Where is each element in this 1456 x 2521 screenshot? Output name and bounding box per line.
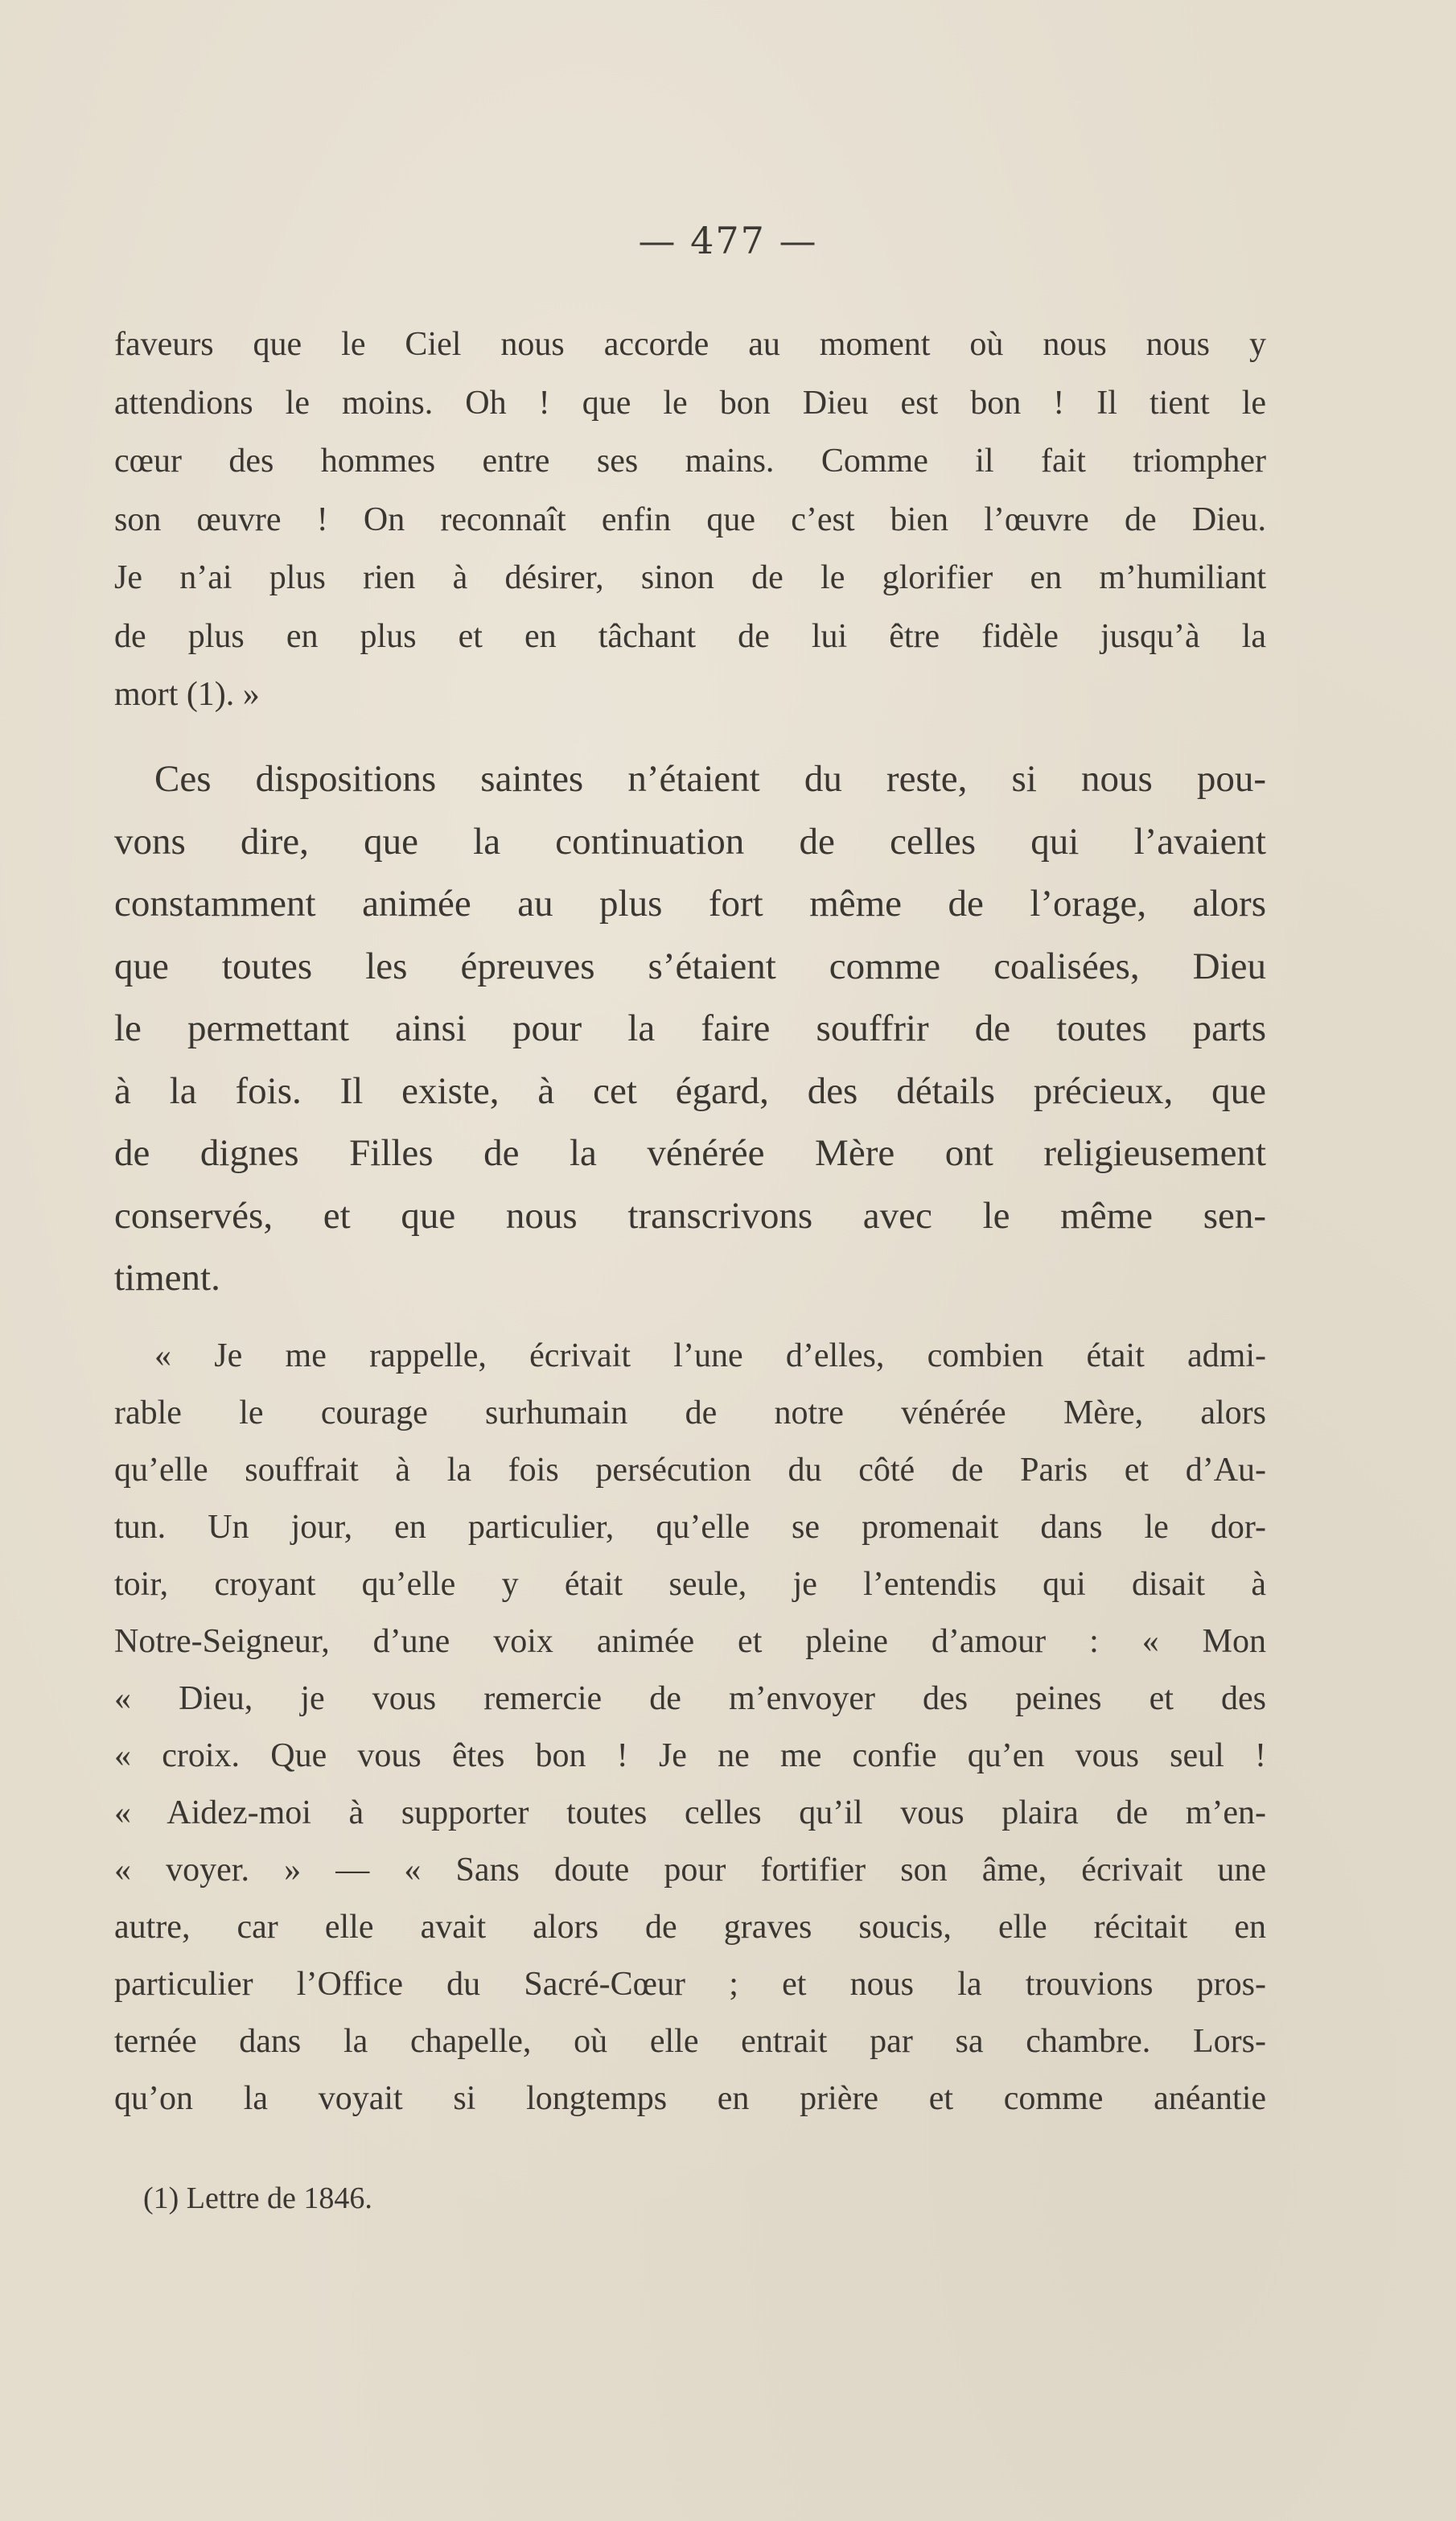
text-line: ternée dans la chapelle, où elle entrait par sa chambre. Lors- <box>114 2023 1266 2060</box>
text-line: « Dieu, je vous remercie de m’envoyer des peines et des <box>114 1680 1266 1717</box>
page-number-header: — 477 — <box>638 219 818 262</box>
text-line: le permettant ainsi pour la faire souffrir de toutes parts <box>114 1007 1266 1049</box>
paragraph-3 <box>114 1328 1266 2128</box>
text-line: « Aidez-moi à supporter toutes celles qu’il vous plaira de m’en- <box>114 1794 1266 1831</box>
text-line: particulier l’Office du Sacré-Cœur ; et nous la trouvions pros- <box>114 1966 1266 2003</box>
text-line: de dignes Filles de la vénérée Mère ont religieusement <box>114 1132 1266 1174</box>
text-line: vons dire, que la continuation de celles qui l’avaient <box>114 820 1266 863</box>
text-line: « Je me rappelle, écrivait l’une d’elles, combien était admi- <box>154 1337 1266 1374</box>
text-line: mort (1). » <box>114 676 260 713</box>
footnote: (1) Lettre de 1846. <box>143 2181 372 2215</box>
text-line: rable le courage surhumain de notre vénérée Mère, alors <box>114 1394 1266 1431</box>
text-line: constamment animée au plus fort même de l’orage, alors <box>114 883 1266 925</box>
text-line: attendions le moins. Oh ! que le bon Dieu est bon ! Il tient le <box>114 384 1266 422</box>
paragraph-1 <box>114 315 1266 724</box>
text-line: « croix. Que vous êtes bon ! Je ne me confie qu’en vous seul ! <box>114 1737 1266 1774</box>
text-line: qu’on la voyait si longtemps en prière et comme anéantie <box>114 2080 1266 2117</box>
paragraph-2 <box>114 748 1266 1310</box>
text-line: conservés, et que nous transcrivons avec le même sen- <box>114 1194 1266 1237</box>
text-line: tun. Un jour, en particulier, qu’elle se promenait dans le dor- <box>114 1509 1266 1546</box>
text-line: de plus en plus et en tâchant de lui être fidèle jusqu’à la <box>114 617 1266 655</box>
text-line: que toutes les épreuves s’étaient comme coalisées, Dieu <box>114 945 1266 987</box>
text-line: « voyer. » — « Sans doute pour fortifier son âme, écrivait une <box>114 1852 1266 1889</box>
text-line: timent. <box>114 1257 220 1299</box>
text-line: autre, car elle avait alors de graves soucis, elle récitait en <box>114 1909 1266 1946</box>
text-line: toir, croyant qu’elle y était seule, je l’entendis qui disait à <box>114 1566 1266 1603</box>
text-line: son œuvre ! On reconnaît enfin que c’est bien l’œuvre de Dieu. <box>114 500 1266 538</box>
text-line: Je n’ai plus rien à désirer, sinon de le glorifier en m’humiliant <box>114 559 1266 596</box>
text-line: faveurs que le Ciel nous accorde au moment où nous nous y <box>114 326 1266 363</box>
text-line: qu’elle souffrait à la fois persécution du côté de Paris et d’Au- <box>114 1452 1266 1489</box>
text-line: Notre-Seigneur, d’une voix animée et pleine d’amour : « Mon <box>114 1623 1266 1660</box>
text-line: cœur des hommes entre ses mains. Comme il fait triompher <box>114 443 1266 480</box>
text-line: Ces dispositions saintes n’étaient du reste, si nous pou- <box>154 758 1266 800</box>
text-line: à la fois. Il existe, à cet égard, des détails précieux, que <box>114 1069 1266 1112</box>
